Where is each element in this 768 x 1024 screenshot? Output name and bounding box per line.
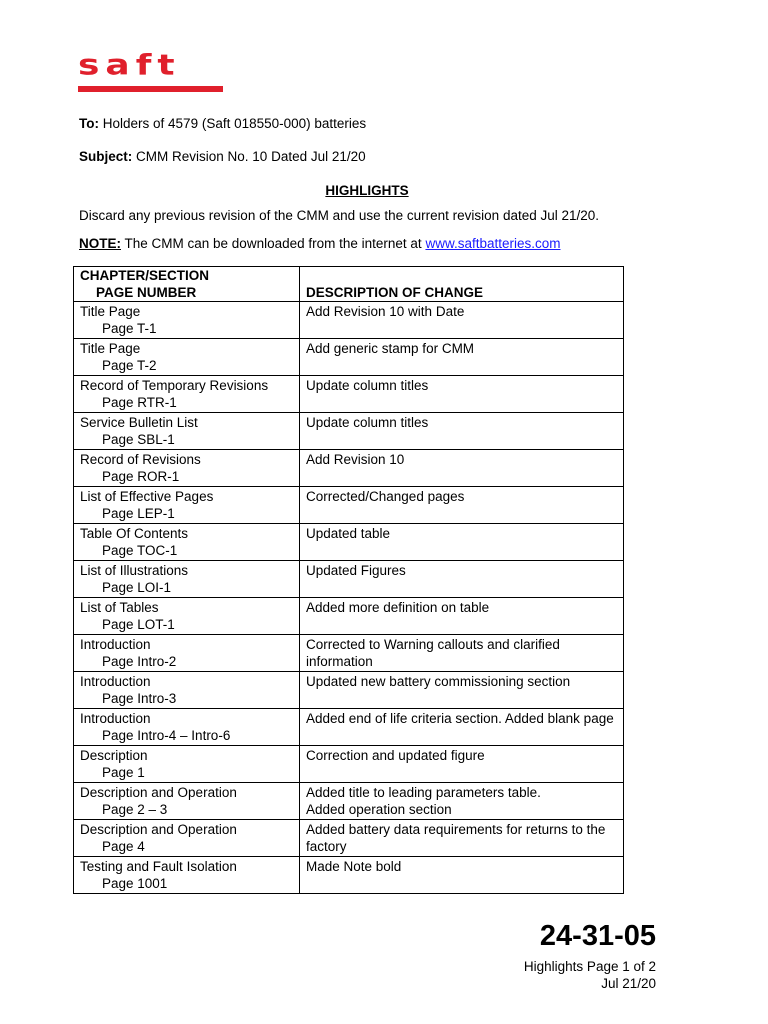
change-description: Corrected/Changed pages — [306, 489, 465, 504]
document-number: 24-31-05 — [539, 920, 656, 952]
page-number: Page Intro-4 – Intro-6 — [102, 728, 231, 743]
to-line — [79, 116, 366, 131]
table-row — [74, 339, 624, 376]
chapter-cell — [74, 746, 300, 783]
change-cell — [300, 413, 624, 450]
chapter-name: Introduction — [80, 637, 151, 652]
chapter-cell — [74, 709, 300, 746]
change-cell — [300, 376, 624, 413]
table-row — [74, 450, 624, 487]
chapter-cell — [74, 598, 300, 635]
chapter-cell — [74, 413, 300, 450]
change-description: Updated table — [306, 526, 391, 541]
change-description: Update column titles — [306, 378, 429, 393]
table-row — [74, 746, 624, 783]
chapter-name: Introduction — [80, 711, 151, 726]
table-row — [74, 635, 624, 672]
change-cell — [300, 302, 624, 339]
table-header-row — [74, 267, 624, 302]
table-row — [74, 709, 624, 746]
chapter-cell — [74, 376, 300, 413]
change-description: Add generic stamp for CMM — [306, 341, 475, 356]
page-number: Page TOC-1 — [102, 543, 178, 558]
chapter-name: Description and Operation — [80, 785, 237, 800]
change-cell — [300, 635, 624, 672]
table-row — [74, 376, 624, 413]
change-cell — [300, 598, 624, 635]
table-row — [74, 783, 624, 820]
chapter-name: Introduction — [80, 674, 151, 689]
changes-table — [73, 266, 624, 894]
page-number: Page SBL-1 — [102, 432, 175, 447]
change-cell — [300, 487, 624, 524]
change-cell — [300, 709, 624, 746]
subject-line — [79, 149, 366, 164]
page-number: Page T-2 — [102, 358, 157, 373]
page-number: Page T-1 — [102, 321, 157, 336]
table-row — [74, 302, 624, 339]
change-cell — [300, 746, 624, 783]
change-description: Added battery data requirements for returns to the factory — [306, 822, 606, 854]
chapter-name: List of Tables — [80, 600, 159, 615]
subject-label: Subject: — [79, 149, 133, 164]
chapter-cell — [74, 857, 300, 894]
header-chapter-line2: PAGE NUMBER — [96, 285, 197, 300]
change-description: Add Revision 10 with Date — [306, 304, 465, 319]
to-label: To: — [79, 116, 99, 131]
change-description-extra: Added operation section — [306, 802, 452, 817]
chapter-name: Title Page — [80, 304, 141, 319]
chapter-cell — [74, 487, 300, 524]
chapter-cell — [74, 524, 300, 561]
page-info — [524, 958, 656, 992]
note-text: The CMM can be downloaded from the internet at — [124, 236, 422, 251]
page-label: Highlights Page 1 of 2 — [523, 959, 656, 974]
change-cell — [300, 450, 624, 487]
page-number: Page LOT-1 — [102, 617, 175, 632]
subject-value: CMM Revision No. 10 Dated Jul 21/20 — [136, 149, 366, 164]
table-row — [74, 413, 624, 450]
table-row — [74, 672, 624, 709]
change-cell — [300, 857, 624, 894]
table-row — [74, 598, 624, 635]
change-cell — [300, 524, 624, 561]
change-description: Correction and updated figure — [306, 748, 485, 763]
chapter-name: List of Illustrations — [80, 563, 189, 578]
change-description: Added title to leading parameters table. — [306, 785, 541, 800]
chapter-name: Record of Temporary Revisions — [80, 378, 269, 393]
chapter-cell — [74, 783, 300, 820]
chapter-cell — [74, 339, 300, 376]
header-chapter-line1: CHAPTER/SECTION — [80, 268, 210, 283]
chapter-cell — [74, 450, 300, 487]
change-cell — [300, 820, 624, 857]
chapter-cell — [74, 820, 300, 857]
note-label: NOTE: — [79, 236, 121, 251]
chapter-name: Service Bulletin List — [80, 415, 198, 430]
change-description: Added end of life criteria section. Added blank page — [306, 711, 614, 726]
discard-text: Discard any previous revision of the CMM and use the current revision dated Jul 21/20. — [79, 208, 600, 223]
change-cell — [300, 783, 624, 820]
header-chapter — [74, 267, 300, 302]
page-number: Page RTR-1 — [102, 395, 177, 410]
page-number: Page 1 — [102, 765, 145, 780]
to-value: Holders of 4579 (Saft 018550-000) batteries — [102, 116, 367, 131]
change-description: Update column titles — [306, 415, 429, 430]
page-number: Page LOI-1 — [102, 580, 172, 595]
change-description: Added more definition on table — [306, 600, 490, 615]
header-description: DESCRIPTION OF CHANGE — [300, 267, 624, 302]
page-number: Page Intro-2 — [102, 654, 177, 669]
table-row — [74, 820, 624, 857]
chapter-cell — [74, 672, 300, 709]
highlights-heading: HIGHLIGHTS — [325, 183, 409, 198]
change-description: Made Note bold — [306, 859, 402, 874]
page-number: Page 1001 — [102, 876, 168, 891]
chapter-name: Title Page — [80, 341, 141, 356]
page-number: Page LEP-1 — [102, 506, 175, 521]
chapter-cell — [74, 561, 300, 598]
table-row — [74, 561, 624, 598]
change-description: Corrected to Warning callouts and clarified information — [306, 637, 560, 669]
change-description: Updated Figures — [306, 563, 406, 578]
table-row — [74, 857, 624, 894]
change-cell — [300, 339, 624, 376]
revision-date: Jul 21/20 — [601, 976, 656, 991]
chapter-name: Record of Revisions — [80, 452, 201, 467]
page-number: Page 4 — [102, 839, 145, 854]
page-number: Page Intro-3 — [102, 691, 177, 706]
logo-underline — [78, 86, 223, 92]
page-number: Page 2 – 3 — [102, 802, 168, 817]
table-row — [74, 524, 624, 561]
chapter-cell — [74, 635, 300, 672]
chapter-name: Table Of Contents — [80, 526, 189, 541]
change-cell — [300, 561, 624, 598]
chapter-name: List of Effective Pages — [80, 489, 214, 504]
change-description: Add Revision 10 — [306, 452, 405, 467]
chapter-cell — [74, 302, 300, 339]
change-description: Updated new battery commissioning section — [306, 674, 571, 689]
chapter-name: Description and Operation — [80, 822, 237, 837]
note-line — [79, 236, 561, 251]
chapter-name: Description — [80, 748, 148, 763]
chapter-name: Testing and Fault Isolation — [80, 859, 237, 874]
saft-logo — [78, 49, 224, 96]
page-number: Page ROR-1 — [102, 469, 180, 484]
logo-wordmark: saft — [78, 49, 181, 82]
table-row — [74, 487, 624, 524]
website-link[interactable]: www.saftbatteries.com — [425, 236, 561, 251]
change-cell — [300, 672, 624, 709]
